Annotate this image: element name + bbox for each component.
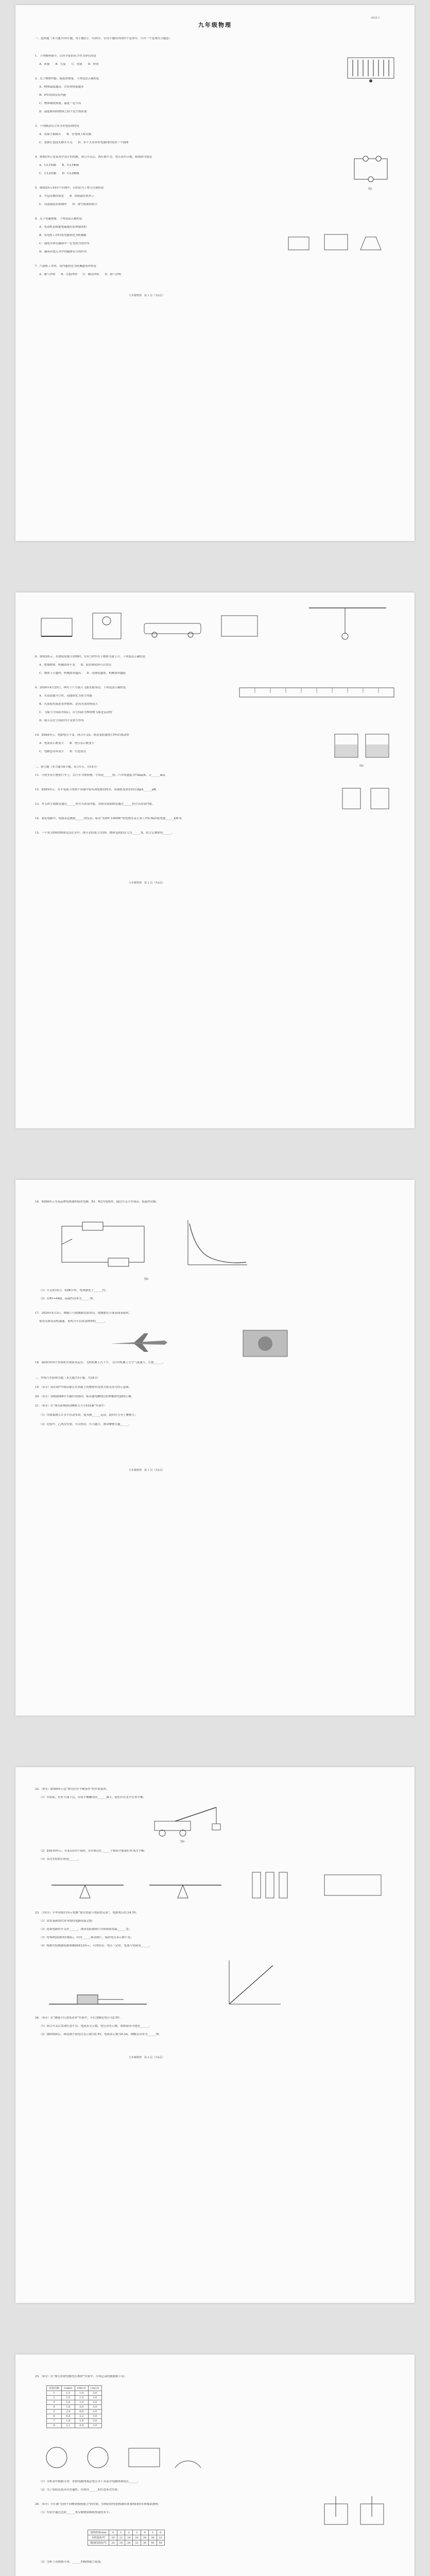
page-footer: 九年级物理 第 4 页（共6页）: [129, 2056, 165, 2059]
ruler-figure: [237, 683, 397, 703]
airplane-figure: [108, 1329, 170, 1355]
question-line: D．温度相同的物体之间不发生热传递: [39, 110, 87, 113]
question-line: 19．（2分）请在图7中画出静止在斜面上的物体所受重力和支持力的示意图。: [35, 1386, 132, 1389]
i-r-graph-figure: [221, 1958, 283, 2009]
question-line: D．磁场对放入其中的磁体有力的作用: [39, 250, 87, 253]
question-line: C．更换灯泡前先断开开关 D．多个大功率用电器同时使用一个插座: [39, 141, 129, 144]
question-line: 4．如图1所示是某同学设计的电路，闭合开关后，两灯都不亮，电压表有示数，则故障可能是: [35, 156, 152, 159]
question-line: 3．下列做法符合安全用电原则的是: [35, 125, 80, 128]
question-line: 11．小明坐在行驶的汽车上，以汽车为参照物，小明是______的；汽车的速度为72km/h，合______m/s。: [35, 774, 168, 777]
figure-label: 图1: [368, 188, 373, 191]
question-line: A．书包带做得很宽 B．铁轨铺在枕木上: [39, 195, 95, 198]
question-line: （2）分析下表数据可知，______的吸热能力更强。: [39, 2561, 104, 2564]
question-line: （2）如图10所示，在A点挂3个钩码，应在B点挂______个钩码才能使杠杆再次平衡；: [39, 1850, 147, 1853]
page-footer: 九年级物理 第 1 页（共6页）: [129, 294, 165, 297]
question-line: （4）根据实验数据绘制图像如图12所示，可得结论：电压一定时，电流与电阻成______。: [39, 1944, 152, 1947]
question-line: 15．一个重为5N的物体浸没在水中，排开水的重力为3N，物体受到的浮力为______N，松手后物体将______。: [35, 832, 175, 835]
table-header: 4: [141, 2530, 148, 2535]
voltage-data-table: [46, 2385, 102, 2428]
question-line: A．增加物重，机械效率不变 B．使用滑轮组可以省功: [39, 664, 112, 667]
exam-title: 九年级物理: [198, 22, 232, 28]
question-line: 2．关于物体内能、温度和热量，下列说法正确的是: [35, 77, 99, 80]
table-row: 水的温度/℃ 20 22 24 26 28 30 32: [88, 2535, 165, 2540]
question-line: C．物体上升越快，机械效率越高 D．动滑轮越重，机械效率越低: [39, 672, 126, 675]
table-header: 2: [125, 2530, 133, 2535]
table-header: 加热时间/min: [88, 2530, 109, 2535]
question-line: 21．（6分）在“探究影响滑动摩擦力大小的因素”实验中：: [35, 1404, 107, 1408]
table-row: 8 2.2 0.8 3.0: [47, 2424, 102, 2428]
question-line: 7．汽油机工作时，将内能转化为机械能的冲程是: [35, 265, 97, 268]
question-line: （2）为了使结论更具有普遍性，应换用______的灯泡多次实验。: [39, 2488, 121, 2492]
question-line: A．电动机是根据电磁感应原理制成的: [39, 226, 87, 229]
table-row: 3 2.0 1.0 3.0: [47, 2400, 102, 2405]
question-line: 三、作图与实验探究题（本大题共5小题，共34分）: [35, 1377, 100, 1380]
exam-date: 2025.1: [371, 16, 380, 20]
exam-page-3: [15, 1180, 415, 1716]
container-figure: [330, 726, 397, 762]
question-line: 17．2024年5月3日，嫦娥六号探测器发射成功，探测器在月球表面着陆时，: [35, 1312, 132, 1315]
pulley-figure: [36, 608, 273, 644]
exam-page-2: [15, 592, 415, 1128]
question-line: 一、选择题（本大题共10小题，每小题2分，共20分。在每小题给出的四个选项中，只有一个选项符合题意）: [35, 37, 171, 40]
question-line: （1）请用笔画线代替导线将电路连接完整；: [39, 1920, 95, 1923]
table-row: 2 1.5 1.5 3.0: [47, 2396, 102, 2400]
question-line: 22．（8分）如图9所示是“探究杠杆平衡条件”的实验装置。: [35, 1788, 109, 1791]
question-line: （1）闭合开关后发现灯泡不亮，电流表无示数，电压表有示数，故障原因可能是______；: [39, 2025, 152, 2028]
question-line: （1）分析表中数据可得：串联电路两端总电压等于各部分电路两端电压______；: [39, 2480, 141, 2483]
question-line: A．质量 B．长度 C．电流 D．时间: [39, 63, 99, 66]
circuit-figure: [350, 155, 391, 185]
question-line: B．火箭使用液态氢作燃料，是因为氢的热值大: [39, 703, 98, 706]
question-line: 20．（2分）请根据图8中小磁针的指向，标出通电螺线管的N极和电源的正极。: [35, 1395, 134, 1398]
question-line: 1．下列物理量中，以科学家的名字作为单位的是: [35, 55, 97, 58]
table-row: 4 1.0 2.0 3.0: [47, 2405, 102, 2410]
question-line: （3）将5Ω电阻换成10Ω后，应向______移动滑片，保持电压表示数不变；: [39, 1936, 133, 1939]
table-header: 6: [157, 2530, 164, 2535]
question-line: 16．如图6所示为某品牌电热器的简化电路，R1、R2为电热丝，通过开关可实现高、低温挡切换。: [35, 1200, 159, 1204]
question-line: C．电路总功率变小 D．灯泡变亮: [39, 750, 87, 753]
thermometer-figure: [345, 53, 397, 83]
question-line: C．灯L2短路 D．灯L2断路: [39, 172, 79, 175]
lunar-photo-figure: [242, 1329, 288, 1358]
temperature-data-table: [88, 2530, 165, 2546]
heater-circuit-figure: [51, 1216, 154, 1273]
question-line: （2）连接电路时开关应______，滑动变阻器滑片应移到阻值最______处；: [39, 1928, 132, 1931]
question-line: 6．关于电磁现象，下列说法正确的是: [35, 217, 82, 221]
question-line: B．0℃的冰没有内能: [39, 94, 66, 97]
question-line: （1）实验前，杠杆左端下沉，应将平衡螺母向______调节，使杠杆在水平位置平衡；: [39, 1796, 146, 1799]
table-row: 5 2.4 0.6 3.0: [47, 2410, 102, 2414]
question-line: D．航天员在空间站内不受重力作用: [39, 719, 84, 722]
vessel-figure: [335, 783, 397, 814]
question-line: C．通电导体在磁场中一定受到力的作用: [39, 242, 90, 245]
question-line: B．发电机工作时将电能转化为机械能: [39, 234, 87, 237]
question-line: （2）排除故障后，移动滑片使电压表示数为2.5V，电流表示数为0.3A，则额定功率为______W。: [39, 2033, 162, 2036]
question-line: 25．（6分）在“探究串联电路电压规律”实验中，小明记录的数据如下表：: [35, 2375, 127, 2378]
figure-label: 图9: [180, 1840, 185, 1843]
question-line: C．切蛋器装有细钢丝 D．滑雪板面积较大: [39, 203, 98, 206]
figure-label: 图5: [359, 765, 364, 768]
question-line: （1）实验中通过比较______来反映物质吸收热量的多少；: [39, 2511, 112, 2514]
question-line: 26．（6分）小红做“比较不同物质吸热能力”的实验，用相同的电加热器给质量相同的水和煤油加热：: [35, 2503, 161, 2506]
question-line: 5．如图2所示的四个实例中，目的是为了增大压强的是: [35, 187, 104, 190]
question-line: 23．（10分）小华用图11所示电路“探究电流与电阻的关系”，电源电压恒为4.5V。: [35, 1911, 139, 1914]
table-header: 实验次数: [47, 2386, 62, 2391]
question-line: （3）多次实验的目的是______。: [39, 1858, 81, 1861]
question-line: 9．2024年4月25日，神舟十八号载人飞船发射成功，下列说法正确的是: [35, 686, 126, 689]
table-header: 5: [149, 2530, 157, 2535]
question-line: 18．我国C919大型客机实现商业运营，飞机机翼上凸下平，飞行时机翼上方空气流速大，压强______。: [35, 1361, 165, 1364]
lever-figures: [36, 1867, 397, 1903]
question-line: （2）若R1=44Ω，高温挡功率为______W。: [39, 1297, 96, 1300]
table-row: 煤油的温度/℃ 20 24 28 32 36 40 44: [88, 2540, 165, 2546]
table-row: 6 0.8 2.2 3.0: [47, 2414, 102, 2419]
apparatus-figure: [283, 227, 386, 258]
question-line: A．火箭加速升空时，动能转化为重力势能: [39, 694, 92, 698]
question-line: 14．家庭电路中，电能表是测量______的仪表，标有“220V 1000W”的电热水壶正常工作0.5h消耗电能______kW·h。: [35, 817, 184, 820]
table-header: 3: [133, 2530, 141, 2535]
question-line: A．用湿手拔插头 B．在电线上晾衣服: [39, 133, 92, 136]
question-line: A．吸气冲程 B．压缩冲程 C．做功冲程 D．排气冲程: [39, 273, 122, 276]
page-footer: 九年级物理 第 3 页（共6页）: [129, 1469, 165, 1472]
page-footer: 九年级物理 第 2 页（共6页）: [129, 882, 165, 885]
meter-figures: [36, 2442, 206, 2473]
question-line: A．灯L1短路 B．灯L1断路: [39, 164, 79, 167]
question-line: C．物体吸收热量，温度一定升高: [39, 102, 81, 105]
question-line: （1）开关S1闭合、S2断开时，电热器处于______挡；: [39, 1289, 108, 1292]
question-line: 二、填空题（本大题共6小题，每空1分，共14分）: [35, 766, 99, 769]
question-line: 13．冬天搓手取暖是通过______的方式改变内能，用热水袋取暖是通过______的方式改变内能。: [35, 803, 155, 806]
question-line: 8．如图3所示，用滑轮组提升重物时，在拉力F作用下物体匀速上升，下列说法正确的是: [35, 655, 146, 658]
table-header: UAC/V: [88, 2386, 101, 2391]
question-line: C．飞船与空间站对接后，以空间站为参照物飞船是运动的: [39, 711, 112, 714]
table-header: 1: [117, 2530, 125, 2535]
crane-figure: [144, 1803, 232, 1839]
exam-page-5: [15, 2354, 415, 2576]
question-line: （1）用弹簧测力计水平拉动木块，使其做______运动，此时拉力等于摩擦力；: [39, 1414, 137, 1417]
exam-page-4: [15, 1767, 415, 2303]
question-line: A．电流表示数变大 B．电压表示数变小: [39, 742, 95, 745]
question-line: 10．如图4所示，电源电压不变，闭合开关S，滑动变阻器滑片P向右移动时: [35, 734, 129, 737]
temperature-curve-figure: [180, 1216, 252, 1273]
table-header: 0: [109, 2530, 117, 2535]
question-line: 12．如图5所示，水平桌面上的两个容器中装有深度相同的水，容器底受到水的压强pA______pB。: [35, 788, 159, 791]
question-line: 使用反推发动机减速，说明力可以改变物体的______。: [39, 1320, 108, 1323]
table-header: UBC/V: [75, 2386, 88, 2391]
question-line: A．物体温度越高，含有的热量越多: [39, 86, 84, 89]
table-row: 7 1.6 1.4 3.0: [47, 2419, 102, 2424]
question-line: （2）比较甲、乙两次实验，可以得出：压力越大，滑动摩擦力越______。: [39, 1423, 132, 1426]
block-incline-figure: [46, 1984, 149, 2009]
table-header: UAB/V: [62, 2386, 75, 2391]
bracket-figure: [304, 603, 391, 644]
figure-label: 图6: [144, 1278, 149, 1281]
table-row: 1 1.2 1.8 3.0: [47, 2391, 102, 2396]
exam-page-1: [15, 5, 415, 541]
heating-apparatus-figure: [319, 2494, 391, 2530]
question-line: 24．（6分）在“测量小灯泡电功率”实验中，小灯泡额定电压为2.5V。: [35, 2016, 123, 2020]
